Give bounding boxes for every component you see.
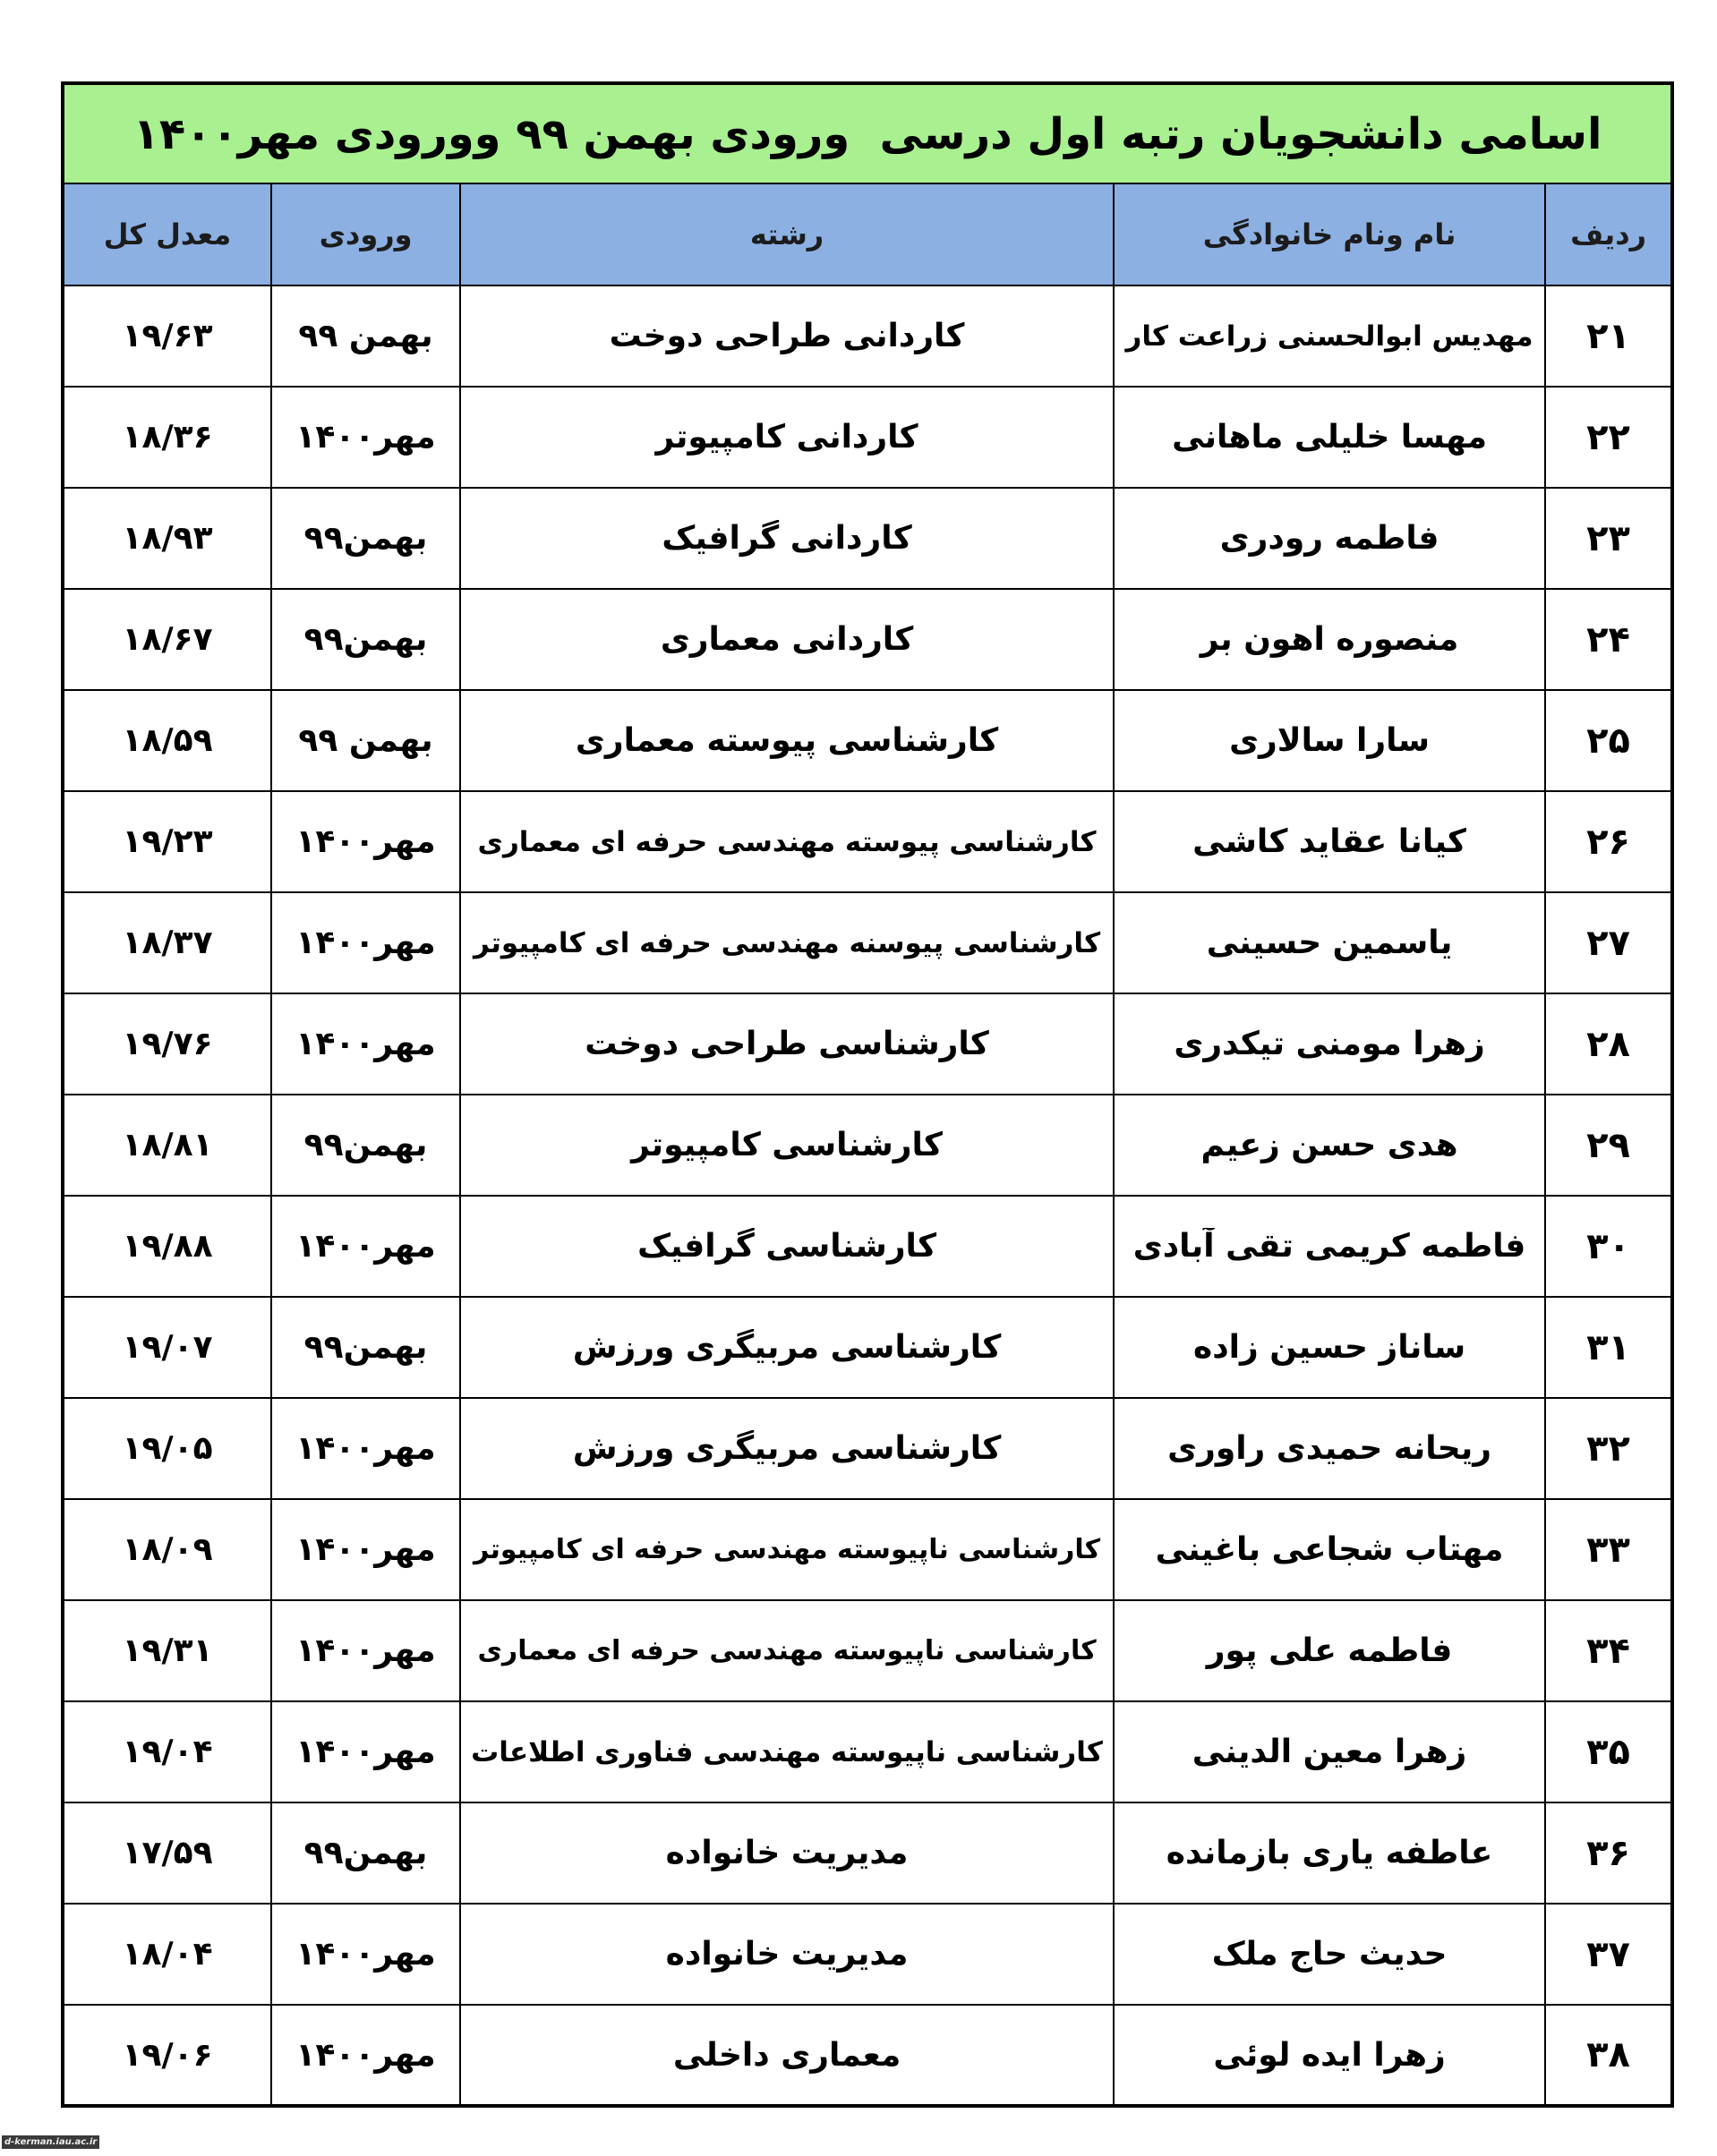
row-number: ۲۷ xyxy=(1586,922,1630,964)
student-name-cell xyxy=(1114,387,1545,488)
entry-term: مهر۱۴۰۰ xyxy=(295,1632,436,1669)
entry-term-cell xyxy=(271,1398,460,1499)
table-row xyxy=(63,1095,1672,1196)
gpa: ۱۹/۰۷ xyxy=(122,1329,213,1366)
entry-term: بهمن ۹۹ xyxy=(298,722,433,759)
header-label-name: نام ونام خانوادگی xyxy=(1202,217,1456,251)
table-row xyxy=(63,690,1672,791)
field-of-study: کارشناسی کامپیوتر xyxy=(631,1127,943,1163)
gpa: ۱۸/۰۴ xyxy=(122,1936,213,1973)
row-number-cell xyxy=(1545,2005,1672,2106)
gpa: ۱۷/۵۹ xyxy=(122,1835,213,1871)
gpa-cell xyxy=(63,1701,271,1802)
row-number: ۳۵ xyxy=(1586,1731,1630,1773)
row-number-cell xyxy=(1545,690,1672,791)
gpa-cell xyxy=(63,488,271,589)
student-name-cell xyxy=(1114,589,1545,690)
table-row xyxy=(63,488,1672,589)
table-row xyxy=(63,387,1672,488)
entry-term-cell xyxy=(271,1095,460,1196)
entry-term-cell xyxy=(271,1701,460,1802)
gpa-cell xyxy=(63,1600,271,1701)
row-number: ۳۴ xyxy=(1586,1630,1630,1672)
entry-term-cell xyxy=(271,1297,460,1398)
row-number-cell xyxy=(1545,1095,1672,1196)
row-number-cell xyxy=(1545,791,1672,892)
gpa-cell xyxy=(63,1196,271,1297)
gpa: ۱۹/۷۶ xyxy=(122,1026,213,1062)
row-number-cell xyxy=(1545,589,1672,690)
entry-term: مهر۱۴۰۰ xyxy=(295,925,436,961)
student-name: منصوره اهون بر xyxy=(1200,621,1459,658)
table-row xyxy=(63,285,1672,387)
field-of-study: کارشناسی ناپیوسته مهندسی فناوری اطلاعات xyxy=(471,1735,1103,1768)
row-number: ۲۳ xyxy=(1586,517,1630,559)
entry-term-cell xyxy=(271,690,460,791)
field-of-study: کاردانی معماری xyxy=(660,621,914,658)
field-of-study-cell xyxy=(460,488,1114,589)
field-of-study: کاردانی کامپیوتر xyxy=(655,419,918,456)
student-name-cell xyxy=(1114,1904,1545,2005)
student-name: سارا سالاری xyxy=(1229,722,1431,759)
gpa: ۱۸/۳۷ xyxy=(122,925,213,961)
field-of-study-cell xyxy=(460,690,1114,791)
header-cell-field xyxy=(460,183,1114,285)
field-of-study-cell xyxy=(460,2005,1114,2106)
students-table-container xyxy=(61,81,1670,2108)
student-name-cell xyxy=(1114,1398,1545,1499)
row-number-cell xyxy=(1545,1802,1672,1904)
student-name-cell xyxy=(1114,1701,1545,1802)
student-name-cell xyxy=(1114,892,1545,993)
table-row xyxy=(63,791,1672,892)
field-of-study-cell xyxy=(460,1904,1114,2005)
row-number-cell xyxy=(1545,1196,1672,1297)
row-number: ۳۲ xyxy=(1586,1427,1630,1470)
student-name-cell xyxy=(1114,1802,1545,1904)
field-of-study: مدیریت خانواده xyxy=(665,1936,909,1973)
header-label-entry: ورودی xyxy=(319,217,413,251)
student-name-cell xyxy=(1114,1196,1545,1297)
row-number-cell xyxy=(1545,892,1672,993)
row-number: ۲۹ xyxy=(1586,1124,1630,1166)
student-name-cell xyxy=(1114,993,1545,1095)
table-row xyxy=(63,1398,1672,1499)
row-number-cell xyxy=(1545,1297,1672,1398)
entry-term: مهر۱۴۰۰ xyxy=(295,1531,436,1568)
entry-term: مهر۱۴۰۰ xyxy=(295,823,436,860)
row-number: ۲۶ xyxy=(1586,821,1630,863)
student-name: زهرا ایده لوئی xyxy=(1213,2036,1446,2074)
student-name-cell xyxy=(1114,488,1545,589)
gpa-cell xyxy=(63,791,271,892)
student-name-cell xyxy=(1114,285,1545,387)
entry-term: بهمن۹۹ xyxy=(303,520,428,557)
field-of-study-cell xyxy=(460,1499,1114,1600)
row-number-cell xyxy=(1545,1600,1672,1701)
field-of-study-cell xyxy=(460,1600,1114,1701)
student-name: عاطفه یاری بازمانده xyxy=(1166,1835,1493,1871)
row-number-cell xyxy=(1545,1499,1672,1600)
header-label-row-number: ردیف xyxy=(1570,217,1647,251)
entry-term: مهر۱۴۰۰ xyxy=(295,2036,436,2074)
field-of-study-cell xyxy=(460,1095,1114,1196)
header-cell-gpa xyxy=(63,183,271,285)
header-row xyxy=(63,183,1672,285)
entry-term-cell xyxy=(271,589,460,690)
title-cell xyxy=(63,83,1672,183)
row-number-cell xyxy=(1545,285,1672,387)
row-number: ۳۳ xyxy=(1586,1529,1630,1571)
student-name: زهرا مومنی تیکدری xyxy=(1174,1026,1485,1062)
row-number: ۳۷ xyxy=(1586,1933,1630,1975)
row-number: ۳۰ xyxy=(1586,1225,1630,1267)
entry-term: بهمن۹۹ xyxy=(303,1835,428,1871)
field-of-study: کارشناسی گرافیک xyxy=(637,1228,937,1265)
student-name: یاسمین حسینی xyxy=(1206,925,1453,961)
entry-term-cell xyxy=(271,1802,460,1904)
row-number: ۲۴ xyxy=(1586,618,1630,660)
row-number-cell xyxy=(1545,1904,1672,2005)
entry-term: بهمن ۹۹ xyxy=(298,318,433,354)
row-number-cell xyxy=(1545,488,1672,589)
field-of-study: مدیریت خانواده xyxy=(665,1835,909,1871)
field-of-study: معماری داخلی xyxy=(672,2036,901,2074)
field-of-study-cell xyxy=(460,791,1114,892)
table-row xyxy=(63,993,1672,1095)
gpa-cell xyxy=(63,892,271,993)
gpa: ۱۹/۲۳ xyxy=(122,823,213,860)
field-of-study: کارشناسی ناپیوسته مهندسی حرفه ای معماری xyxy=(477,1635,1097,1666)
student-name: مهتاب شجاعی باغینی xyxy=(1155,1531,1504,1568)
header-label-field: رشته xyxy=(749,217,824,251)
student-name: مهسا خلیلی ماهانی xyxy=(1172,419,1488,456)
gpa: ۱۹/۰۴ xyxy=(122,1734,213,1770)
gpa-cell xyxy=(63,993,271,1095)
row-number: ۲۸ xyxy=(1586,1023,1630,1065)
gpa-cell xyxy=(63,1297,271,1398)
row-number: ۳۸ xyxy=(1586,2034,1630,2075)
gpa: ۱۸/۰۹ xyxy=(122,1531,213,1568)
student-name: مهدیس ابوالحسنی زراعت کار xyxy=(1125,320,1533,353)
student-name: حدیث حاج ملک xyxy=(1211,1936,1448,1973)
entry-term: مهر۱۴۰۰ xyxy=(295,419,436,456)
student-name-cell xyxy=(1114,1499,1545,1600)
entry-term: مهر۱۴۰۰ xyxy=(295,1936,436,1973)
field-of-study-cell xyxy=(460,1196,1114,1297)
entry-term-cell xyxy=(271,488,460,589)
field-of-study-cell xyxy=(460,892,1114,993)
gpa-cell xyxy=(63,285,271,387)
entry-term-cell xyxy=(271,1600,460,1701)
table-row xyxy=(63,589,1672,690)
row-number: ۲۱ xyxy=(1586,315,1630,357)
header-cell-row-number xyxy=(1545,183,1672,285)
entry-term-cell xyxy=(271,892,460,993)
gpa-cell xyxy=(63,589,271,690)
table-row xyxy=(63,892,1672,993)
watermark: d-kerman.iau.ac.ir xyxy=(2,2135,99,2149)
entry-term: مهر۱۴۰۰ xyxy=(295,1430,436,1467)
gpa-cell xyxy=(63,1398,271,1499)
gpa-cell xyxy=(63,1904,271,2005)
row-number-cell xyxy=(1545,1398,1672,1499)
field-of-study: کاردانی طراحی دوخت xyxy=(609,318,965,354)
field-of-study: کارشناسی پیوسنه مهندسی حرفه ای کامپیوتر xyxy=(473,926,1101,959)
field-of-study-cell xyxy=(460,1701,1114,1802)
student-name-cell xyxy=(1114,1600,1545,1701)
table-row xyxy=(63,1904,1672,2005)
gpa-cell xyxy=(63,2005,271,2106)
student-name: ریحانه حمیدی راوری xyxy=(1167,1430,1491,1467)
row-number-cell xyxy=(1545,1701,1672,1802)
student-name: هدی حسن زعیم xyxy=(1200,1127,1458,1163)
gpa: ۱۸/۳۶ xyxy=(122,419,213,456)
field-of-study-cell xyxy=(460,1297,1114,1398)
row-number: ۳۶ xyxy=(1586,1832,1630,1874)
field-of-study: کارشناسی پیوسته مهندسی حرفه ای معماری xyxy=(477,825,1097,858)
table-row xyxy=(63,1297,1672,1398)
header-cell-entry xyxy=(271,183,460,285)
title-row xyxy=(63,83,1672,183)
field-of-study-cell xyxy=(460,285,1114,387)
student-name-cell xyxy=(1114,791,1545,892)
gpa: ۱۸/۹۳ xyxy=(122,520,213,557)
entry-term: بهمن۹۹ xyxy=(303,1329,428,1366)
students-table xyxy=(61,81,1674,2108)
student-name: فاطمه علی پور xyxy=(1206,1632,1453,1669)
entry-term-cell xyxy=(271,1499,460,1600)
entry-term-cell xyxy=(271,1196,460,1297)
student-name: کیانا عقاید کاشی xyxy=(1192,823,1466,860)
table-title: اسامی دانشجویان رتبه اول درسی ورودی بهمن ۹۹ وورودی مهر۱۴۰۰ xyxy=(132,108,1602,159)
student-name: زهرا معین الدینی xyxy=(1192,1734,1467,1770)
gpa-cell xyxy=(63,387,271,488)
header-cell-name xyxy=(1114,183,1545,285)
student-name-cell xyxy=(1114,690,1545,791)
entry-term: مهر۱۴۰۰ xyxy=(295,1026,436,1062)
gpa-cell xyxy=(63,1802,271,1904)
student-name: ساناز حسین زاده xyxy=(1192,1329,1466,1366)
student-name-cell xyxy=(1114,1095,1545,1196)
entry-term: مهر۱۴۰۰ xyxy=(295,1228,436,1265)
table-row xyxy=(63,1802,1672,1904)
gpa: ۱۹/۰۶ xyxy=(122,2036,213,2074)
gpa: ۱۹/۸۸ xyxy=(122,1228,213,1265)
gpa-cell xyxy=(63,1499,271,1600)
field-of-study: کارشناسی طراحی دوخت xyxy=(585,1026,989,1062)
field-of-study-cell xyxy=(460,387,1114,488)
student-name-cell xyxy=(1114,1297,1545,1398)
entry-term-cell xyxy=(271,1904,460,2005)
gpa-cell xyxy=(63,690,271,791)
field-of-study-cell xyxy=(460,1398,1114,1499)
entry-term-cell xyxy=(271,2005,460,2106)
table-row xyxy=(63,1196,1672,1297)
gpa: ۱۸/۸۱ xyxy=(122,1127,213,1163)
table-row xyxy=(63,1600,1672,1701)
gpa: ۱۹/۰۵ xyxy=(122,1430,213,1467)
row-number: ۲۲ xyxy=(1586,416,1630,458)
field-of-study-cell xyxy=(460,1802,1114,1904)
gpa: ۱۹/۳۱ xyxy=(122,1632,213,1669)
gpa-cell xyxy=(63,1095,271,1196)
field-of-study: کاردانی گرافیک xyxy=(662,520,912,557)
entry-term-cell xyxy=(271,993,460,1095)
field-of-study: کارشناسی مربیگری ورزش xyxy=(572,1329,1002,1366)
row-number: ۲۵ xyxy=(1586,720,1630,762)
gpa: ۱۹/۶۳ xyxy=(122,318,213,354)
field-of-study: کارشناسی مربیگری ورزش xyxy=(572,1430,1002,1467)
gpa: ۱۸/۶۷ xyxy=(122,621,213,658)
student-name: فاطمه رودری xyxy=(1219,520,1439,557)
entry-term-cell xyxy=(271,791,460,892)
entry-term-cell xyxy=(271,387,460,488)
entry-term: بهمن۹۹ xyxy=(303,621,428,658)
entry-term-cell xyxy=(271,285,460,387)
row-number-cell xyxy=(1545,387,1672,488)
entry-term: بهمن۹۹ xyxy=(303,1127,428,1163)
table-row xyxy=(63,1499,1672,1600)
row-number-cell xyxy=(1545,993,1672,1095)
student-name: فاطمه کریمی تقی آبادی xyxy=(1132,1228,1526,1265)
field-of-study: کارشناسی ناپیوسته مهندسی حرفه ای کامپیوتر xyxy=(474,1534,1101,1565)
header-label-gpa: معدل کل xyxy=(103,217,232,251)
table-row xyxy=(63,1701,1672,1802)
table-row xyxy=(63,2005,1672,2106)
row-number: ۳۱ xyxy=(1586,1326,1630,1368)
student-name-cell xyxy=(1114,2005,1545,2106)
field-of-study-cell xyxy=(460,589,1114,690)
field-of-study: کارشناسی پیوسته معماری xyxy=(575,722,999,759)
entry-term: مهر۱۴۰۰ xyxy=(295,1734,436,1770)
gpa: ۱۸/۵۹ xyxy=(122,722,213,759)
field-of-study-cell xyxy=(460,993,1114,1095)
